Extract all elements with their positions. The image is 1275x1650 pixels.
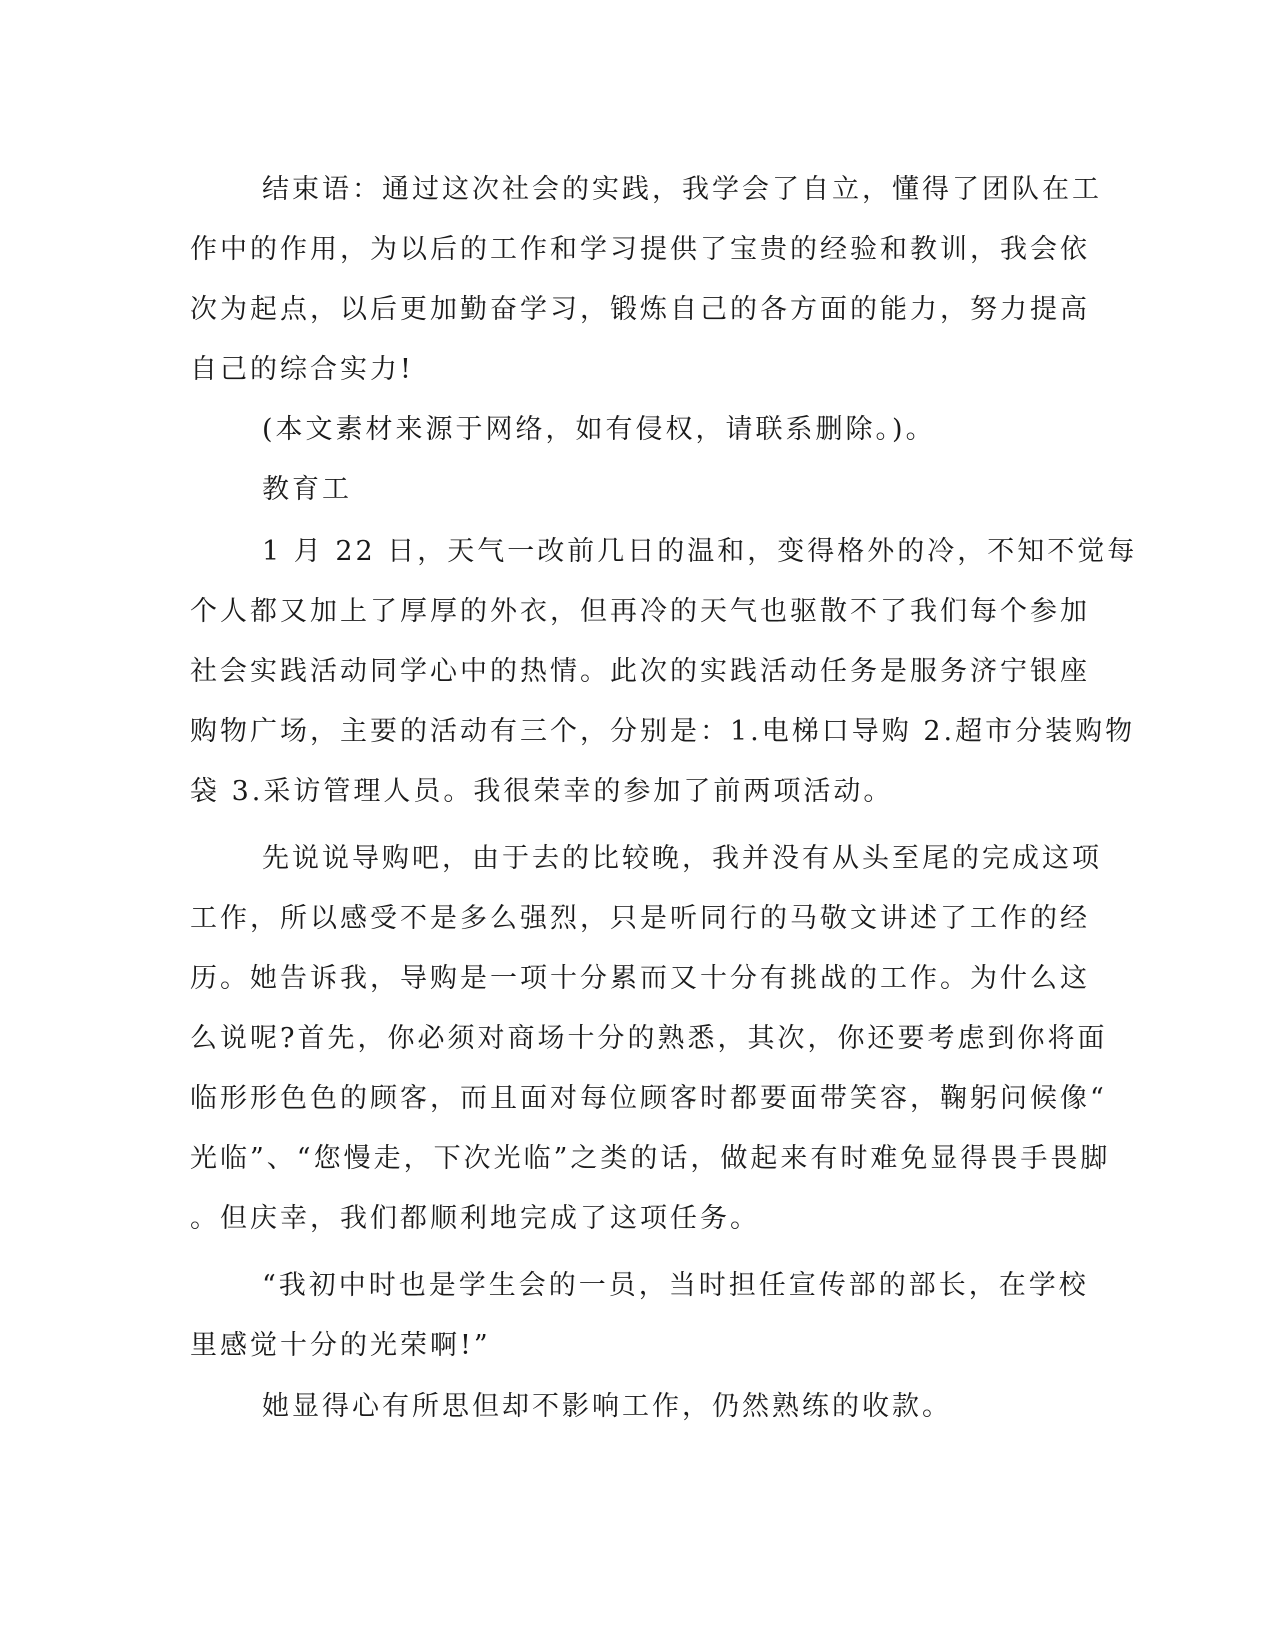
text-line: 临形形色色的顾客，而且面对每位顾客时都要面带笑容，鞠躬问候像“ xyxy=(190,1083,1107,1114)
text-line: 光临”、“您慢走，下次光临”之类的话，做起来有时难免显得畏手畏脚 xyxy=(190,1143,1111,1174)
text-line: 次为起点，以后更加勤奋学习，锻炼自己的各方面的能力，努力提高 xyxy=(190,294,1090,325)
text-line: 工作，所以感受不是多么强烈，只是听同行的马敬文讲述了工作的经 xyxy=(190,903,1090,934)
text-line: 她显得心有所思但却不影响工作，仍然熟练的收款。 xyxy=(262,1391,952,1422)
text-line: 结束语：通过这次社会的实践，我学会了自立，懂得了团队在工 xyxy=(262,174,1102,205)
text-line: 自己的综合实力! xyxy=(190,354,414,385)
text-line: 袋 3.采访管理人员。我很荣幸的参加了前两项活动。 xyxy=(190,776,894,807)
text-line: 作中的作用，为以后的工作和学习提供了宝贵的经验和教训，我会依 xyxy=(190,234,1090,265)
text-line: 社会实践活动同学心中的热情。此次的实践活动任务是服务济宁银座 xyxy=(190,656,1090,687)
text-line: 么说呢?首先，你必须对商场十分的熟悉，其次，你还要考虑到你将面 xyxy=(190,1023,1108,1054)
text-line: 。但庆幸，我们都顺利地完成了这项任务。 xyxy=(190,1203,760,1234)
text-line: 购物广场，主要的活动有三个，分别是：1.电梯口导购 2.超市分装购物 xyxy=(190,716,1136,747)
text-line: 历。她告诉我，导购是一项十分累而又十分有挑战的工作。为什么这 xyxy=(190,963,1090,994)
text-line: (本文素材来源于网络，如有侵权，请联系删除。)。 xyxy=(262,414,936,445)
text-line: 1 月 22 日，天气一改前几日的温和，变得格外的冷，不知不觉每 xyxy=(262,536,1138,567)
text-line: “我初中时也是学生会的一员，当时担任宣传部的部长，在学校 xyxy=(262,1270,1089,1301)
section-heading: 教育工 xyxy=(262,474,352,505)
text-line: 里感觉十分的光荣啊!” xyxy=(190,1330,491,1361)
text-line: 先说说导购吧，由于去的比较晚，我并没有从头至尾的完成这项 xyxy=(262,843,1102,874)
text-line: 个人都又加上了厚厚的外衣，但再冷的天气也驱散不了我们每个参加 xyxy=(190,596,1090,627)
